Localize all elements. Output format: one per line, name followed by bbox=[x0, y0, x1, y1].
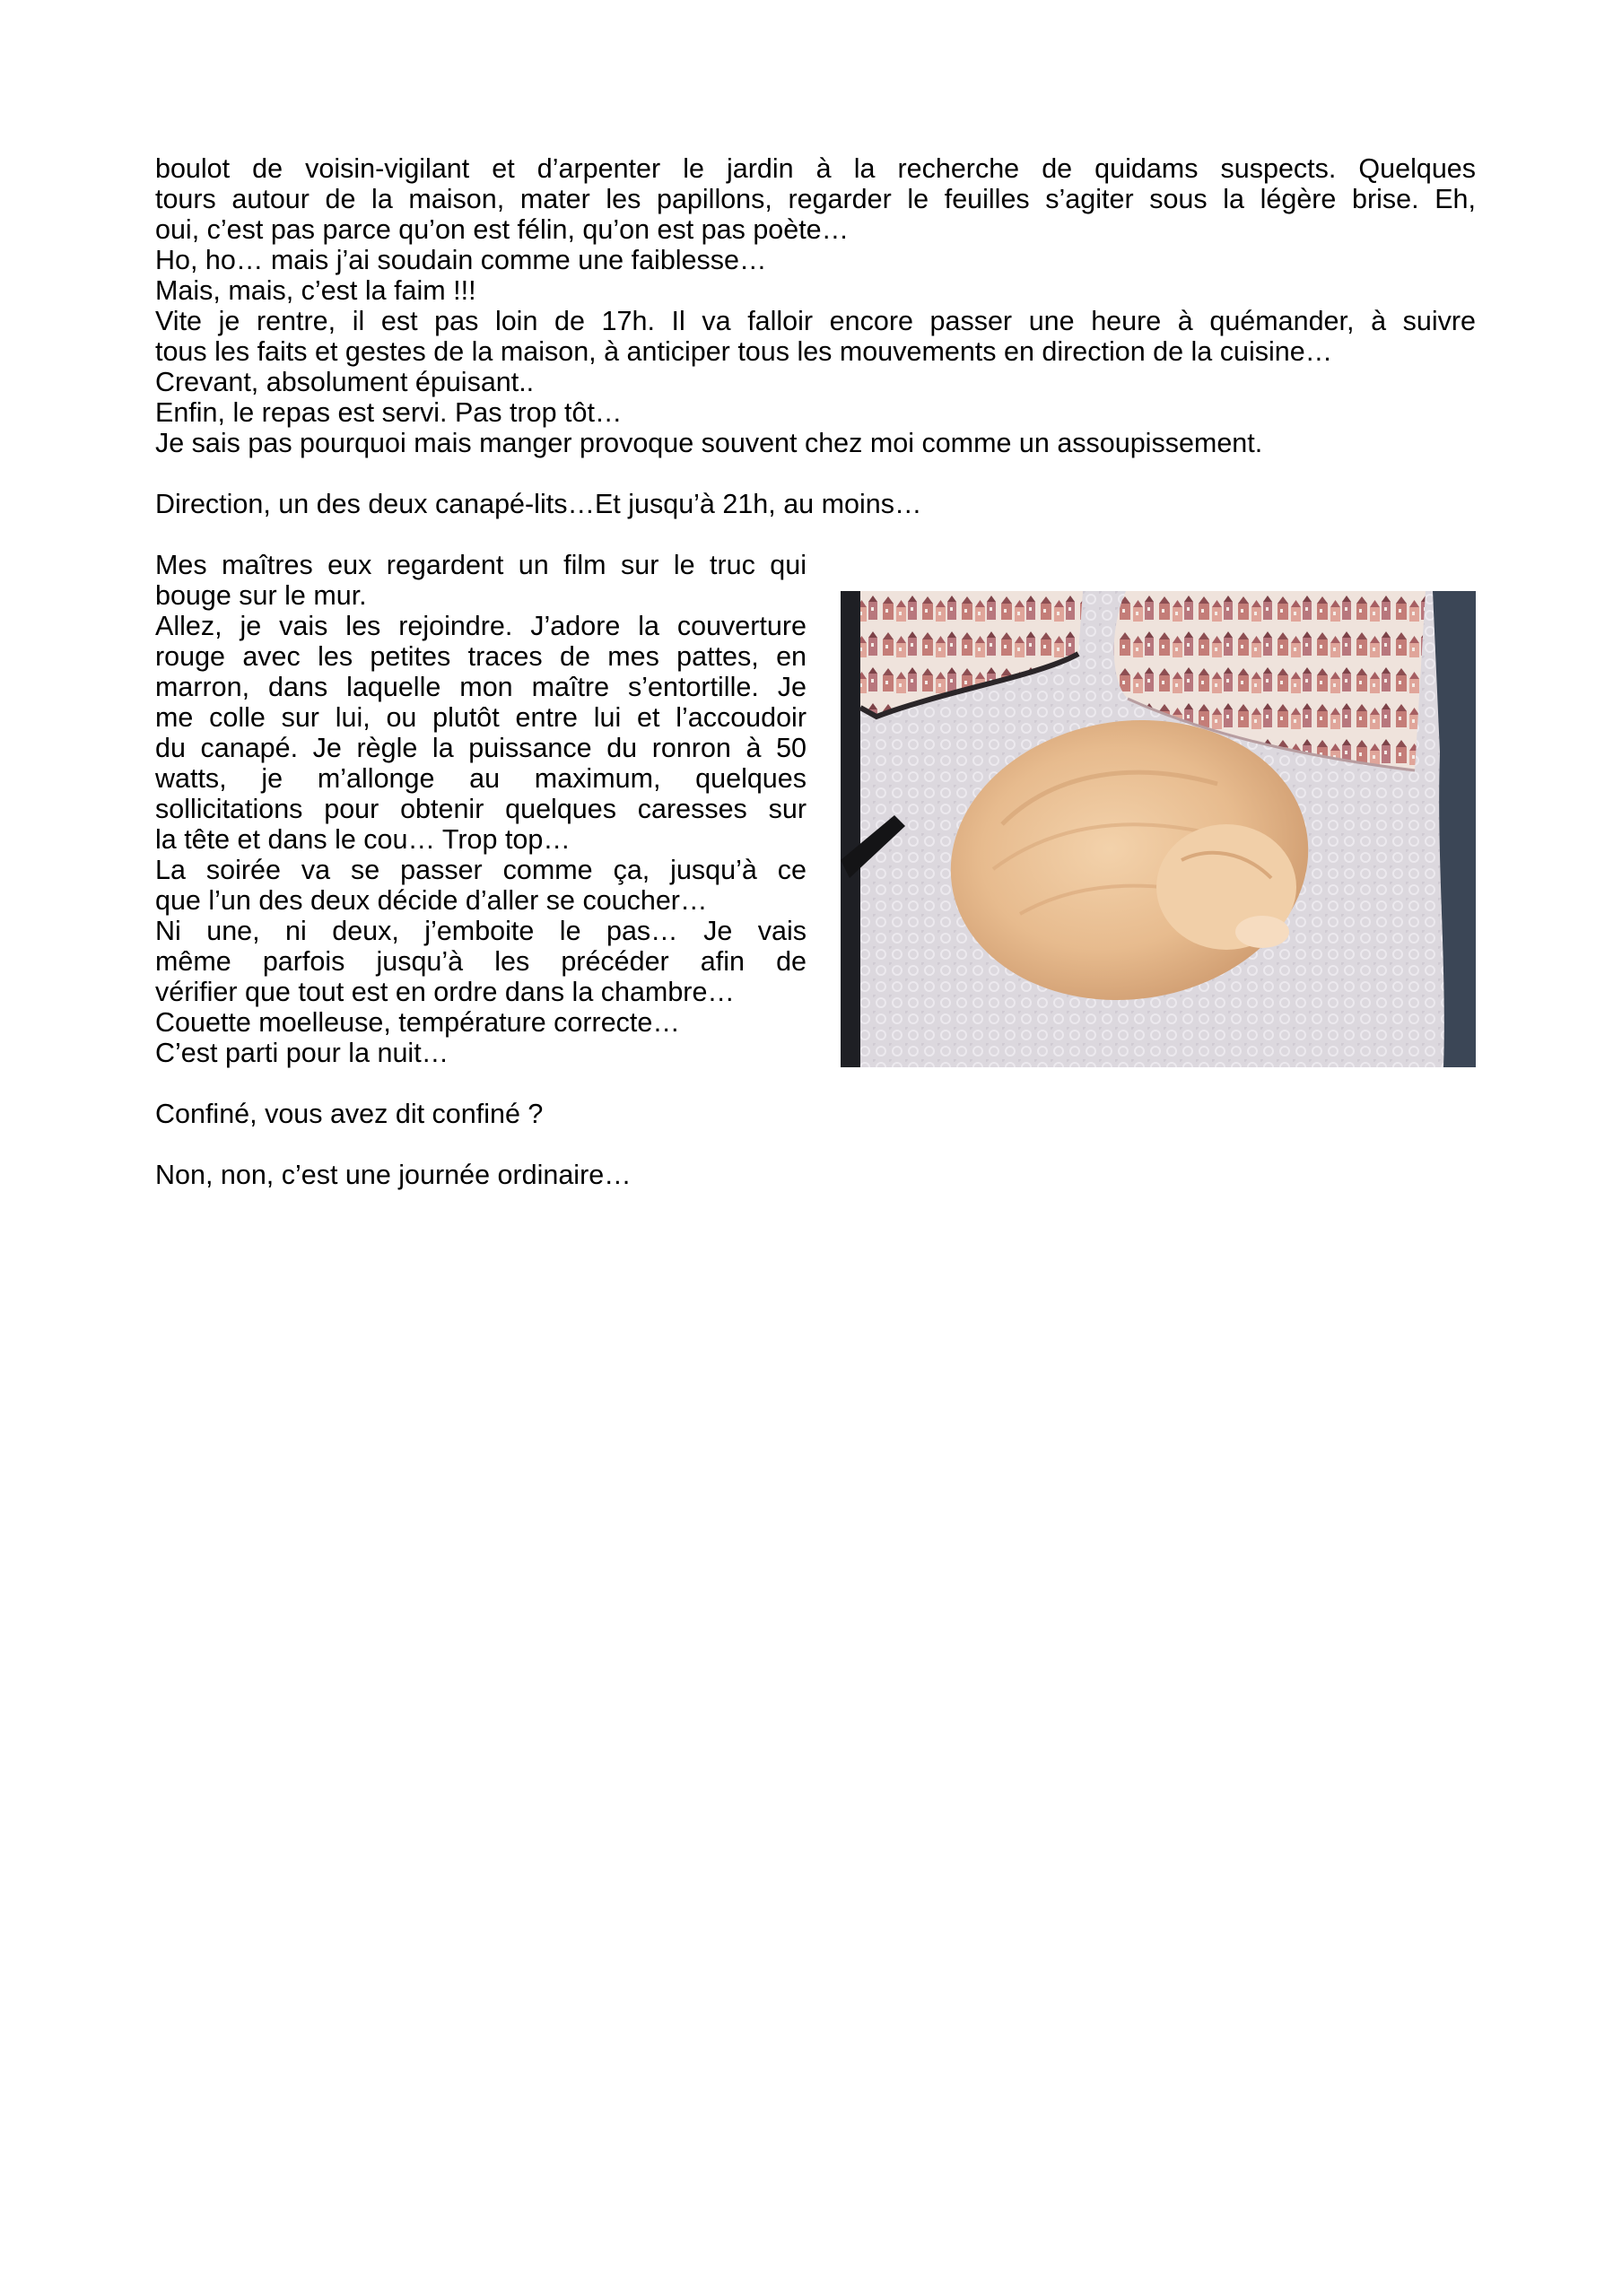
text-line: watts, je m’allonge au maximum, quelques bbox=[155, 763, 807, 794]
text-line: oui, c’est pas parce qu’on est félin, qu’on est pas poète… bbox=[155, 214, 850, 245]
text-line: tours autour de la maison, mater les papillons, regarder le feuilles s’agiter sous la légère brise. Eh, bbox=[155, 184, 1476, 214]
text-line: que l’un des deux décide d’aller se coucher… bbox=[155, 885, 708, 916]
text-line: Mais, mais, c’est la faim !!! bbox=[155, 275, 476, 306]
text-line: même parfois jusqu’à les précéder afin de bbox=[155, 946, 807, 977]
text-line: Ho, ho… mais j’ai soudain comme une faiblesse… bbox=[155, 245, 767, 275]
text-line: Direction, un des deux canapé-lits…Et jusqu’à 21h, au moins… bbox=[155, 489, 922, 519]
text-line: vérifier que tout est en ordre dans la chambre… bbox=[155, 977, 735, 1007]
text-line: La soirée va se passer comme ça, jusqu’à ce bbox=[155, 855, 807, 885]
text-line: la tête et dans le cou… Trop top… bbox=[155, 824, 571, 855]
text-line: Non, non, c’est une journée ordinaire… bbox=[155, 1160, 632, 1190]
text-line: boulot de voisin-vigilant et d’arpenter le jardin à la recherche de quidams suspects. Quelques bbox=[155, 153, 1476, 184]
text-line: Enfin, le repas est servi. Pas trop tôt… bbox=[155, 397, 623, 428]
text-line: me colle sur lui, ou plutôt entre lui et l’accoudoir bbox=[155, 702, 807, 733]
text-line: Je sais pas pourquoi mais manger provoque souvent chez moi comme un assoupissement. bbox=[155, 428, 1263, 458]
text-line: du canapé. Je règle la puissance du ronron à 50 bbox=[155, 733, 807, 763]
text-line: marron, dans laquelle mon maître s’entortille. Je bbox=[155, 672, 807, 702]
text-line: Allez, je vais les rejoindre. J’adore la couverture bbox=[155, 611, 807, 641]
text-line: Mes maîtres eux regardent un film sur le truc qui bbox=[155, 550, 807, 580]
text-line: tous les faits et gestes de la maison, à anticiper tous les mouvements en direction de la cuisine… bbox=[155, 336, 1333, 367]
cat-photo bbox=[841, 591, 1476, 1067]
text-line: bouge sur le mur. bbox=[155, 580, 367, 611]
text-line: Vite je rentre, il est pas loin de 17h. Il va falloir encore passer une heure à quémander, à suivre bbox=[155, 306, 1476, 336]
text-line: C’est parti pour la nuit… bbox=[155, 1038, 449, 1068]
text-line: Confiné, vous avez dit confiné ? bbox=[155, 1099, 544, 1129]
text-line: sollicitations pour obtenir quelques caresses sur bbox=[155, 794, 807, 824]
text-line: Ni une, ni deux, j’emboite le pas… Je vais bbox=[155, 916, 807, 946]
text-line: rouge avec les petites traces de mes pattes, en bbox=[155, 641, 807, 672]
text-line: Couette moelleuse, température correcte… bbox=[155, 1007, 680, 1038]
text-line: Crevant, absolument épuisant.. bbox=[155, 367, 535, 397]
